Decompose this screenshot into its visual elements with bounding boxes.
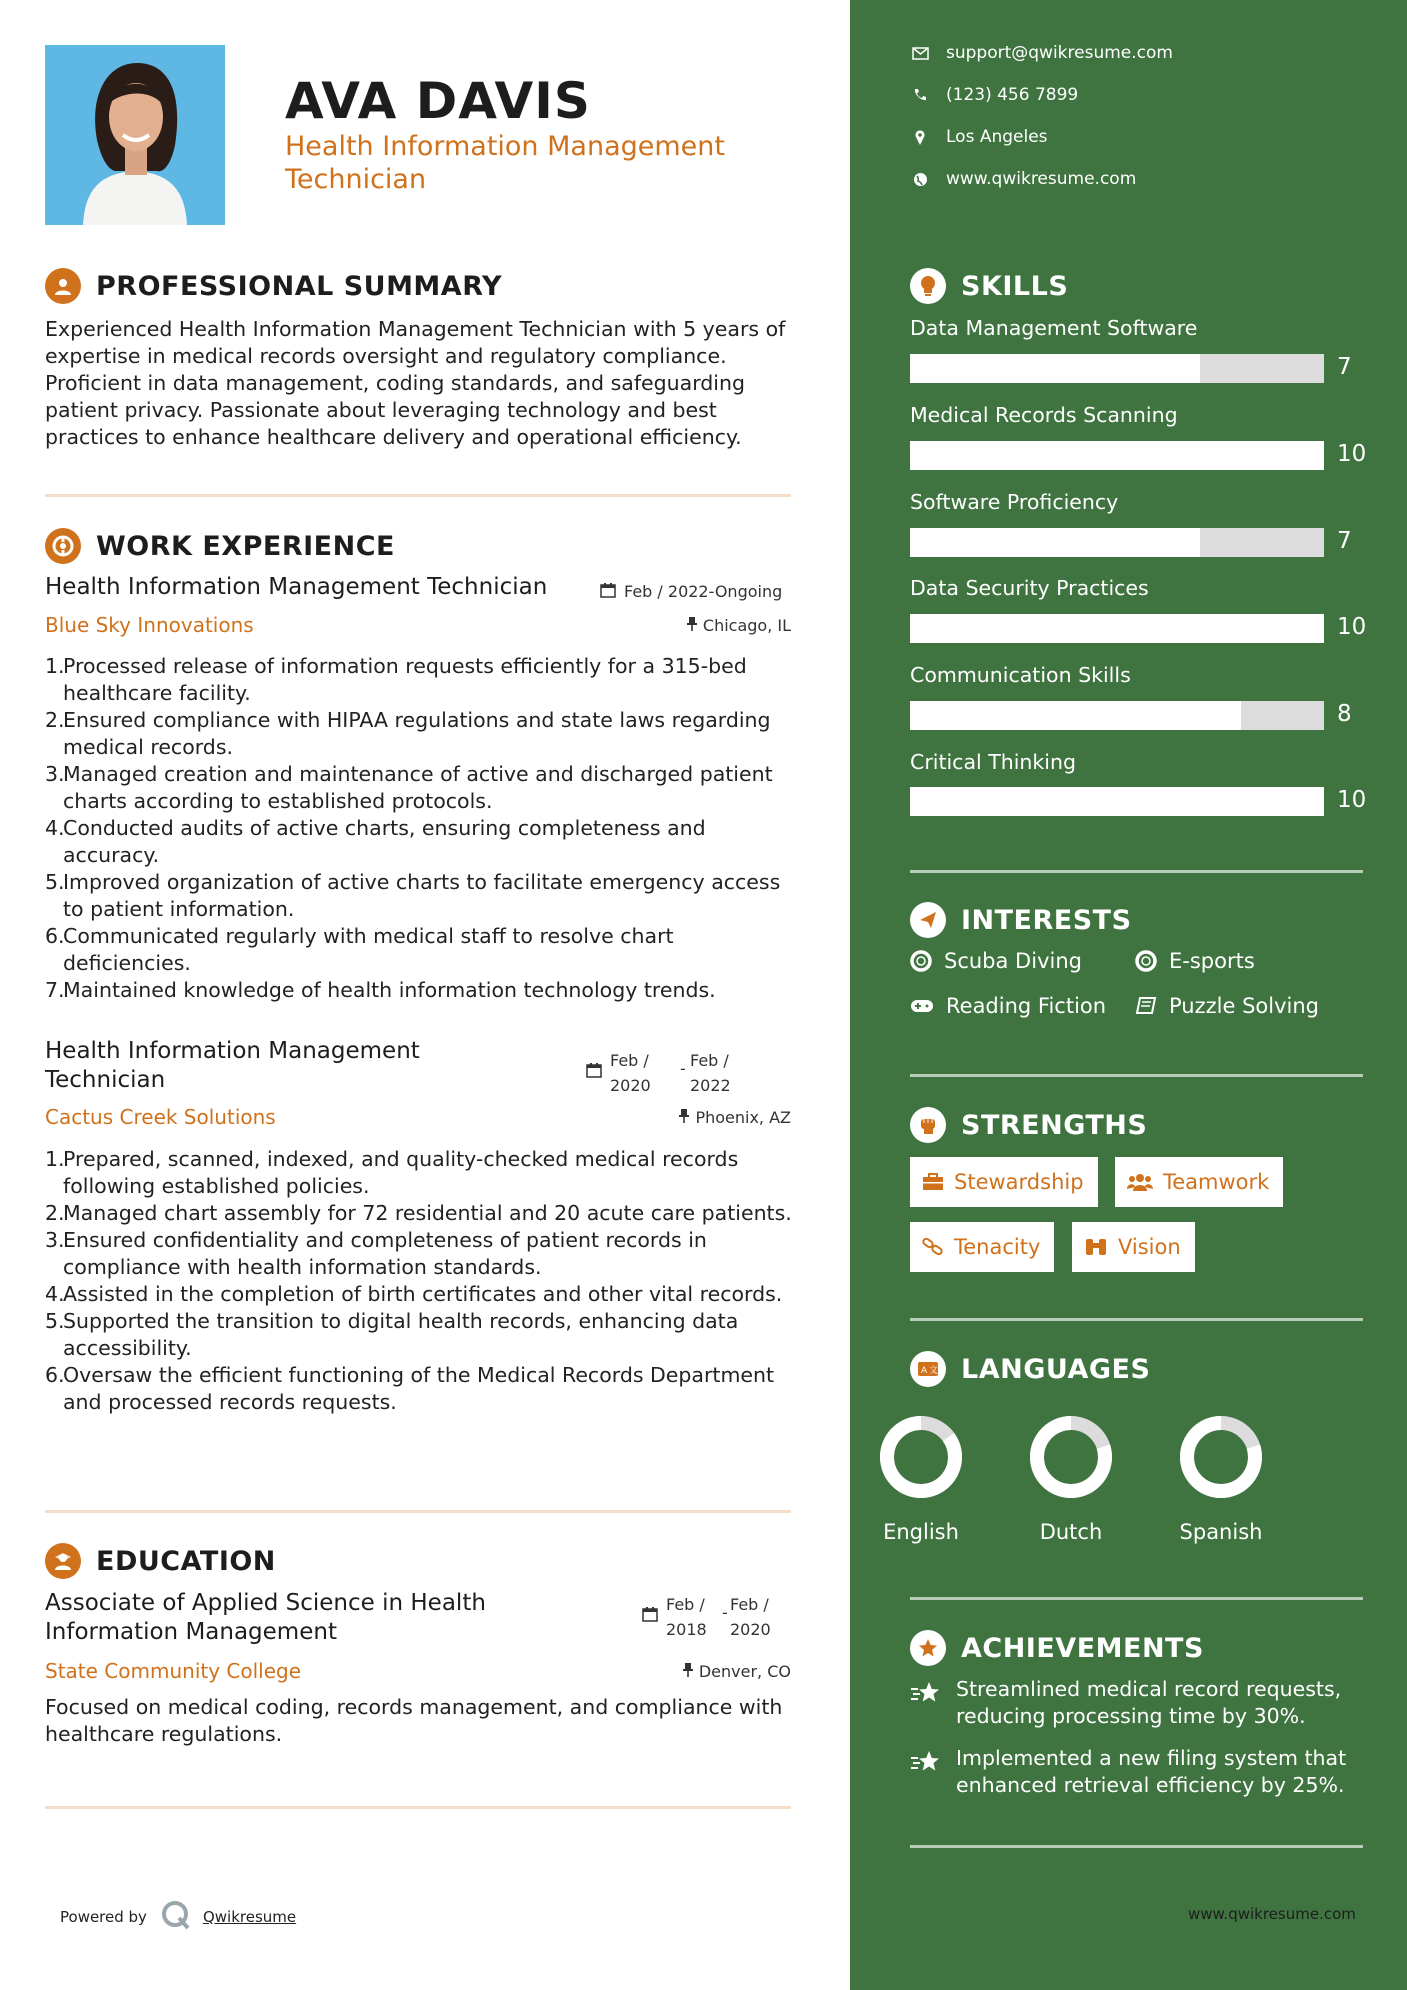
skill-value: 7 bbox=[1337, 528, 1352, 554]
location-text: Los Angeles bbox=[946, 127, 1048, 147]
skill-bar bbox=[910, 354, 1324, 383]
gamepad-icon bbox=[910, 998, 934, 1014]
list-item: 4. Conducted audits of active charts, ensuring completeness and accuracy. bbox=[45, 816, 706, 867]
job-1-responsibilities bbox=[45, 653, 797, 1004]
divider bbox=[45, 1806, 791, 1809]
strength-tag: Vision bbox=[1072, 1222, 1195, 1272]
skill-value: 10 bbox=[1337, 787, 1367, 813]
language-name: English bbox=[883, 1520, 959, 1544]
education-location-text: Denver, CO bbox=[698, 1662, 791, 1681]
divider bbox=[910, 1074, 1363, 1077]
job-1-location bbox=[686, 616, 791, 635]
fist-icon bbox=[910, 1107, 946, 1143]
list-item: 5. Improved organization of active charts to facilitate emergency access to patient information. bbox=[45, 870, 781, 921]
website-text[interactable]: www.qwikresume.com bbox=[946, 169, 1137, 189]
languages-heading bbox=[910, 1351, 1150, 1387]
sidebar bbox=[850, 0, 1407, 1990]
translate-icon bbox=[910, 1351, 946, 1387]
powered-by bbox=[60, 1900, 296, 1934]
briefcase-icon bbox=[922, 1173, 944, 1191]
job-2-date-end: Feb / 2022 bbox=[690, 1051, 731, 1095]
summary-title: PROFESSIONAL SUMMARY bbox=[96, 270, 503, 302]
users-icon bbox=[1127, 1173, 1153, 1191]
skill-bar-fill bbox=[910, 701, 1241, 730]
powered-by-label: Powered by bbox=[60, 1908, 147, 1926]
divider bbox=[910, 870, 1363, 873]
user-icon bbox=[45, 268, 81, 304]
divider bbox=[45, 1510, 791, 1513]
envelope-icon bbox=[910, 47, 930, 60]
education-date-end: Feb / 2020 bbox=[730, 1595, 771, 1639]
lifebuoy-icon bbox=[1135, 950, 1157, 972]
summary-text: Experienced Health Information Management Technician with 5 years of expertise in medical records oversight and regulatory compliance. Proficient in data management, coding standards, and safeguarding patient privacy. Passionate about leveraging technology and best practices to enhance healthcare delivery and operational efficiency. bbox=[45, 317, 786, 449]
skill-value: 10 bbox=[1337, 614, 1367, 640]
contact-email bbox=[910, 43, 1173, 63]
language-name: Spanish bbox=[1179, 1520, 1263, 1544]
interest-item: Scuba Diving bbox=[910, 949, 1082, 973]
skill-bar bbox=[910, 614, 1324, 643]
job-2-title: Health Information Management Technician bbox=[45, 1038, 420, 1093]
education-date-start: Feb / 2018 bbox=[666, 1595, 707, 1639]
qwikresume-link[interactable]: Qwikresume bbox=[202, 1908, 297, 1926]
divider bbox=[910, 1845, 1363, 1848]
education-description: Focused on medical coding, records management, and compliance with healthcare regulations. bbox=[45, 1695, 783, 1746]
languages-title: LANGUAGES bbox=[961, 1353, 1151, 1385]
skill-name: Critical Thinking bbox=[910, 750, 1076, 774]
education-title: EDUCATION bbox=[96, 1545, 276, 1577]
pin-icon bbox=[678, 1108, 695, 1127]
interest-item: E-sports bbox=[1135, 949, 1255, 973]
list-item: 3. Ensured confidentiality and completeness of patient records in compliance with health information standards. bbox=[45, 1228, 707, 1279]
skill-value: 10 bbox=[1337, 441, 1367, 467]
interests-heading bbox=[910, 902, 1132, 938]
pin-icon bbox=[682, 1662, 699, 1681]
strength-tag: Stewardship bbox=[910, 1157, 1098, 1207]
achievement-item: Streamlined medical record requests, reducing processing time by 30%. bbox=[910, 1676, 1370, 1730]
star-icon bbox=[910, 1745, 946, 1799]
experience-heading bbox=[45, 528, 395, 564]
list-item: 7. Maintained knowledge of health information technology trends. bbox=[45, 978, 716, 1002]
graduation-cap-icon bbox=[45, 1543, 81, 1579]
binoculars-icon bbox=[1084, 1237, 1108, 1257]
briefcase-icon bbox=[45, 528, 81, 564]
svg-text:文: 文 bbox=[929, 1366, 939, 1376]
job-2-company: Cactus Creek Solutions bbox=[45, 1105, 276, 1129]
calendar-icon bbox=[600, 582, 616, 602]
skills-title: SKILLS bbox=[961, 270, 1069, 302]
book-icon bbox=[1135, 996, 1157, 1016]
interest-item: Reading Fiction bbox=[910, 994, 1106, 1018]
contact-website bbox=[910, 169, 1136, 189]
language-item bbox=[1161, 1412, 1281, 1544]
skill-bar-fill bbox=[910, 441, 1324, 470]
education-date bbox=[642, 1592, 786, 1642]
interest-item: Puzzle Solving bbox=[1135, 994, 1319, 1018]
job-1-company: Blue Sky Innovations bbox=[45, 613, 254, 637]
list-item: 1. Prepared, scanned, indexed, and quality-checked medical records following established policies. bbox=[45, 1147, 739, 1198]
language-ring bbox=[1026, 1412, 1116, 1502]
strength-tag: Tenacity bbox=[910, 1222, 1054, 1272]
job-2-date-separator: - bbox=[680, 1059, 686, 1078]
contact-phone bbox=[910, 85, 1078, 105]
profile-photo bbox=[45, 45, 225, 225]
list-item: 2. Managed chart assembly for 72 residential and 20 acute care patients. bbox=[45, 1201, 792, 1225]
skill-bar bbox=[910, 701, 1324, 730]
globe-icon bbox=[910, 172, 930, 187]
skill-bar-fill bbox=[910, 614, 1324, 643]
language-name: Dutch bbox=[1039, 1520, 1103, 1544]
achievement-item: Implemented a new filing system that enhanced retrieval efficiency by 25%. bbox=[910, 1745, 1370, 1799]
language-item bbox=[1011, 1412, 1131, 1544]
paper-plane-icon bbox=[910, 902, 946, 938]
job-2-responsibilities bbox=[45, 1146, 797, 1416]
achievements-heading bbox=[910, 1630, 1204, 1666]
job-1-title: Health Information Management Technician bbox=[45, 574, 548, 600]
skill-bar-fill bbox=[910, 787, 1324, 816]
job-2-date bbox=[586, 1048, 750, 1098]
contact-location bbox=[910, 127, 1048, 147]
job-2-date-start: Feb / 2020 bbox=[610, 1051, 651, 1095]
calendar-icon bbox=[586, 1048, 602, 1082]
list-item: 6. Communicated regularly with medical staff to resolve chart deficiencies. bbox=[45, 924, 674, 975]
education-degree: Associate of Applied Science in Health Information Management bbox=[45, 1590, 486, 1645]
map-pin-icon bbox=[910, 130, 930, 145]
strength-tag: Teamwork bbox=[1115, 1157, 1283, 1207]
achievements-title: ACHIEVEMENTS bbox=[961, 1632, 1204, 1664]
skill-name: Medical Records Scanning bbox=[910, 403, 1178, 427]
job-2-location bbox=[678, 1108, 791, 1127]
link-icon bbox=[922, 1237, 944, 1257]
divider bbox=[45, 494, 791, 497]
skill-bar-fill bbox=[910, 354, 1200, 383]
skill-bar bbox=[910, 787, 1324, 816]
divider bbox=[910, 1597, 1363, 1600]
candidate-role: Health Information Management Technician bbox=[285, 131, 725, 195]
skill-bar bbox=[910, 441, 1324, 470]
divider bbox=[910, 1318, 1363, 1321]
skill-value: 7 bbox=[1337, 354, 1352, 380]
list-item: 6. Oversaw the efficient functioning of the Medical Records Department and processed records requests. bbox=[45, 1363, 775, 1414]
education-date-separator: - bbox=[722, 1603, 728, 1622]
skill-name: Communication Skills bbox=[910, 663, 1131, 687]
language-ring bbox=[876, 1412, 966, 1502]
job-1-date-text: Feb / 2022-Ongoing bbox=[624, 582, 783, 601]
job-1-date bbox=[600, 582, 782, 602]
education-heading bbox=[45, 1543, 276, 1579]
skill-name: Data Security Practices bbox=[910, 576, 1149, 600]
skill-name: Software Proficiency bbox=[910, 490, 1119, 514]
lifebuoy-icon bbox=[910, 950, 932, 972]
job-2-location-text: Phoenix, AZ bbox=[695, 1108, 791, 1127]
phone-icon bbox=[910, 88, 930, 102]
experience-title: WORK EXPERIENCE bbox=[96, 530, 395, 562]
star-icon bbox=[910, 1676, 946, 1730]
job-1-location-text: Chicago, IL bbox=[702, 616, 791, 635]
education-location bbox=[682, 1662, 791, 1681]
phone-text: (123) 456 7899 bbox=[946, 85, 1079, 105]
candidate-name: AVA DAVIS bbox=[285, 72, 591, 130]
skills-heading bbox=[910, 268, 1068, 304]
interests-title: INTERESTS bbox=[961, 904, 1132, 936]
education-school: State Community College bbox=[45, 1659, 302, 1683]
email-text[interactable]: support@qwikresume.com bbox=[946, 43, 1173, 63]
skill-name: Data Management Software bbox=[910, 316, 1198, 340]
list-item: 1. Processed release of information requests efficiently for a 315-bed healthcare facility. bbox=[45, 654, 747, 705]
list-item: 2. Ensured compliance with HIPAA regulations and state laws regarding medical records. bbox=[45, 708, 771, 759]
list-item: 3. Managed creation and maintenance of active and discharged patient charts according to established protocols. bbox=[45, 762, 773, 813]
strengths-title: STRENGTHS bbox=[961, 1109, 1148, 1141]
star-badge-icon bbox=[910, 1630, 946, 1666]
footer-site[interactable]: www.qwikresume.com bbox=[1188, 1905, 1356, 1923]
language-item bbox=[861, 1412, 981, 1544]
summary-heading bbox=[45, 268, 502, 304]
list-item: 5. Supported the transition to digital health records, enhancing data accessibility. bbox=[45, 1309, 739, 1360]
skill-value: 8 bbox=[1337, 701, 1352, 727]
pin-icon bbox=[686, 616, 703, 635]
lightbulb-icon bbox=[910, 268, 946, 304]
qwikresume-logo-icon bbox=[161, 1900, 191, 1934]
calendar-icon bbox=[642, 1592, 658, 1626]
skill-bar bbox=[910, 528, 1324, 557]
skill-bar-fill bbox=[910, 528, 1200, 557]
list-item: 4. Assisted in the completion of birth certificates and other vital records. bbox=[45, 1282, 783, 1306]
language-ring bbox=[1176, 1412, 1266, 1502]
strengths-heading bbox=[910, 1107, 1147, 1143]
svg-text:A: A bbox=[921, 1366, 928, 1376]
